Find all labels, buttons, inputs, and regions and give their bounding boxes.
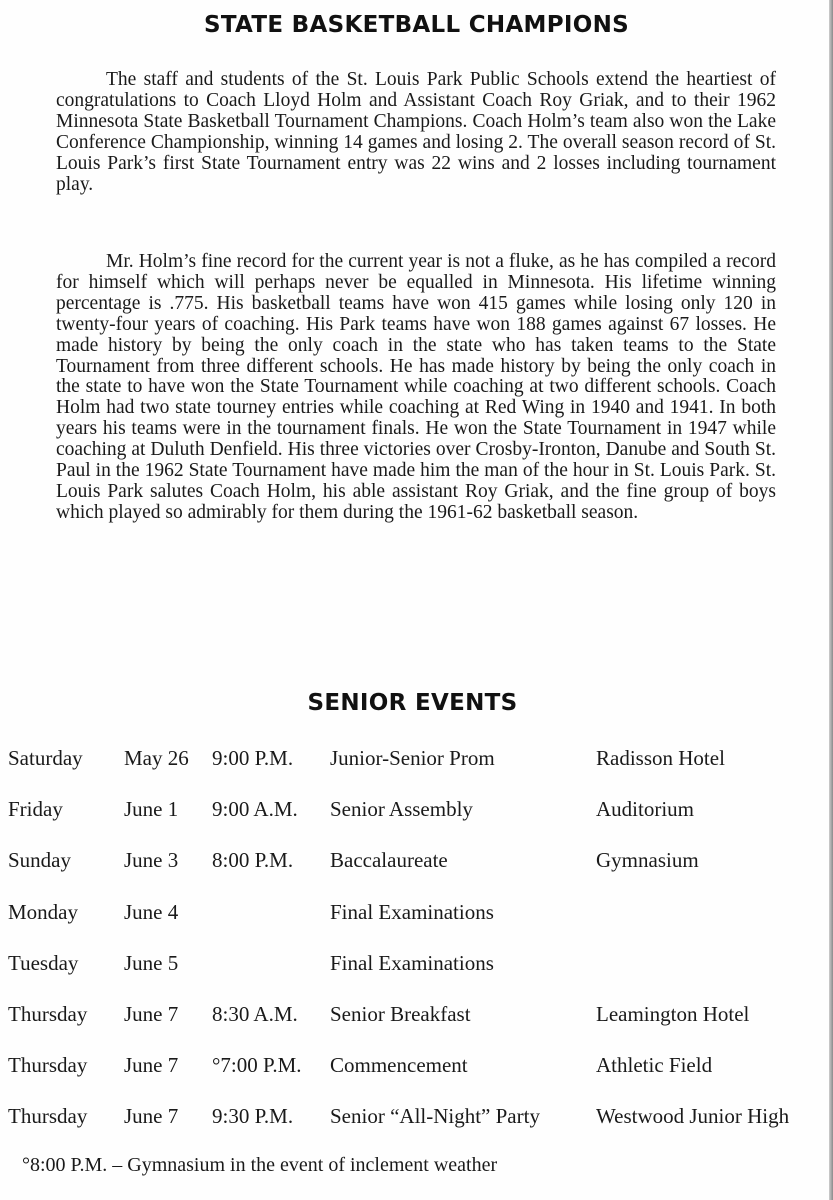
- event-date: June 1: [124, 797, 179, 821]
- event-row: [0, 848, 833, 878]
- event-row: [0, 951, 833, 981]
- event-day: Sunday: [8, 848, 71, 872]
- event-day: Saturday: [8, 746, 83, 770]
- event-time: 9:00 P.M.: [212, 746, 294, 770]
- event-row: [0, 1104, 833, 1134]
- event-date: June 7: [124, 1002, 179, 1026]
- event-time: °7:00 P.M.: [212, 1053, 302, 1077]
- event-name: Baccalaureate: [330, 848, 448, 872]
- event-name: Senior Assembly: [330, 797, 473, 821]
- event-place: Westwood Junior High: [596, 1104, 790, 1128]
- coach-record-paragraph: Mr. Holm’s fine record for the current year is not a fluke, as he has compiled a record for himself which will perhaps never be equalled in Minnesota. His lifetime winning percentage is .775. His basketball teams have won 415 games while losing only 120 in twenty-four years of coaching. His Park teams have won 188 games against 67 losses. He made history by being the only coach in the state who has taken teams to the State Tournament from three different schools. He has made history by being the only coach in the state to have won the State Tournament while coaching at two different schools. Coach Holm had two state tourney entries while coaching at Red Wing in 1940 and 1941. In both years his teams were in the tournament finals. He won the State Tournament in 1947 while coaching at Duluth Denfield. His three victories over Crosby-Ironton, Danube and South St. Paul in the 1962 State Tournament have made him the man of the hour in St. Louis Park. St. Louis Park salutes Coach Holm, his able assistant Roy Griak, and the fine group of boys which played so admirably for them during the 1961-62 basketball season.: [56, 251, 776, 523]
- event-name: Final Examinations: [330, 951, 494, 975]
- event-date: June 3: [124, 848, 179, 872]
- page-title: STATE BASKETBALL CHAMPIONS: [203, 12, 630, 38]
- event-date: May 26: [124, 746, 189, 770]
- event-name: Senior Breakfast: [330, 1002, 471, 1026]
- event-row: [0, 797, 833, 827]
- event-date: June 7: [124, 1104, 179, 1128]
- event-day: Tuesday: [8, 951, 79, 975]
- event-name: Final Examinations: [330, 900, 494, 924]
- event-day: Friday: [8, 797, 63, 821]
- event-name: Senior “All-Night” Party: [330, 1104, 540, 1128]
- event-place: Auditorium: [596, 797, 694, 821]
- event-row: [0, 1053, 833, 1083]
- event-name: Commencement: [330, 1053, 468, 1077]
- congratulations-paragraph: The staff and students of the St. Louis Park Public Schools extend the heartiest of congratulations to Coach Lloyd Holm and Assistant Coach Roy Griak, and to their 1962 Minnesota State Basketball Tournament Champions. Coach Holm’s team also won the Lake Conference Championship, winning 14 games and losing 2. The overall season record of St. Louis Park’s first State Tournament entry was 22 wins and 2 losses including tournament play.: [56, 69, 776, 195]
- senior-events-heading: SENIOR EVENTS: [307, 690, 518, 716]
- event-place: Leamington Hotel: [596, 1002, 750, 1026]
- event-date: June 5: [124, 951, 179, 975]
- event-place: Athletic Field: [596, 1053, 713, 1077]
- event-date: June 4: [124, 900, 179, 924]
- event-day: Thursday: [8, 1002, 88, 1026]
- event-time: 9:00 A.M.: [212, 797, 298, 821]
- event-day: Thursday: [8, 1053, 88, 1077]
- event-time: 9:30 P.M.: [212, 1104, 294, 1128]
- event-row: [0, 900, 833, 930]
- event-place: Gymnasium: [596, 848, 699, 872]
- event-day: Thursday: [8, 1104, 88, 1128]
- page-edge-shadow: [829, 0, 833, 1200]
- weather-footnote: °8:00 P.M. – Gymnasium in the event of inclement weather: [22, 1154, 498, 1176]
- event-time: 8:30 A.M.: [212, 1002, 298, 1026]
- event-name: Junior-Senior Prom: [330, 746, 495, 770]
- event-row: [0, 746, 833, 776]
- event-day: Monday: [8, 900, 78, 924]
- event-time: 8:00 P.M.: [212, 848, 294, 872]
- event-place: Radisson Hotel: [596, 746, 725, 770]
- event-row: [0, 1002, 833, 1032]
- event-date: June 7: [124, 1053, 179, 1077]
